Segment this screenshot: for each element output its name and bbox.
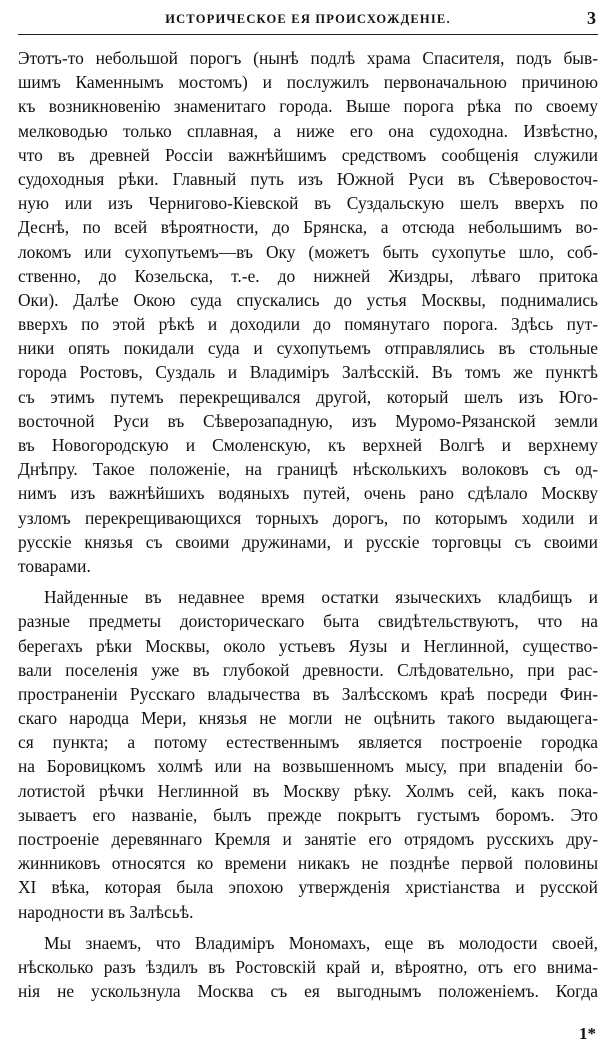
text-line: вали поселенія уже въ глубокой древности. Слѣдовательно, при рас- <box>18 659 598 680</box>
text-line: на Боровицкомъ холмѣ или на возвышенномъ мысу, при впаденіи бо- <box>18 756 598 777</box>
text-line: жинниковъ относятся ко времени никакъ не позднѣе первой половины <box>18 853 598 874</box>
text-line: шимъ Каменнымъ мостомъ) и послужилъ первоначальною причиною <box>18 72 598 93</box>
text-line: товарами. <box>18 555 91 576</box>
text-line: мелководью только сплавная, а ниже его она судоходна. Извѣстно, <box>18 120 598 141</box>
text-line: Оки). Далѣе Окою суда спускались до устья Москвы, поднимались <box>18 289 598 310</box>
running-head <box>18 6 598 35</box>
signature-mark: 1* <box>579 1024 596 1043</box>
page-number: 3 <box>587 8 596 28</box>
text-line: восточной Руси въ Сѣверозападную, изъ Муромо-Рязанской земли <box>18 410 598 431</box>
paragraph-gap <box>18 924 598 931</box>
text-line: локомъ или сухопутьемъ—въ Оку (можетъ быть сухопутье шло, соб- <box>18 241 598 262</box>
text-line: ники опять покидали суда и сухопутьемъ отправлялись въ стольные <box>18 338 598 359</box>
text-line: ственно, до Козельска, т.-е. до нижней Жиздры, лѣваго притока <box>18 265 598 286</box>
text-line: пространеніи Русскаго владычества въ Залѣсскомъ краѣ посреди Фин- <box>18 683 598 704</box>
text-line: XI вѣка, которая была эпохою утвержденія христіанства и русской <box>18 877 598 898</box>
text-line: скаго народца Мери, князья не могли не оцѣнить такого выдающега- <box>18 708 598 729</box>
text-line: узломъ перекрещивающихся торныхъ дорогъ, по которымъ ходили и <box>18 507 598 528</box>
text-line: лотистой рѣчки Неглинной въ Москву рѣку. Холмъ сей, какъ пока- <box>18 780 598 801</box>
text-line: нимъ изъ важнѣйшихъ водяныхъ путей, очень рано сдѣлало Москву <box>18 483 598 504</box>
paragraph-1 <box>18 46 598 578</box>
text-line: ную или изъ Черниговo-Кіевской въ Суздальскую шелъ вверхъ по <box>18 193 598 214</box>
running-title: ИСТОРИЧЕСКОЕ ЕЯ ПРОИСХОЖДЕНІЕ. <box>165 12 451 26</box>
text-line: судоходныя рѣки. Главный путь изъ Южной Руси въ Сѣверовосточ- <box>18 168 598 189</box>
paragraph-gap <box>18 578 598 585</box>
text-line: народности въ Залѣсьѣ. <box>18 901 194 922</box>
text-line: ся пункта; а потому естественнымъ является построеніе городка <box>18 732 598 753</box>
text-line: берегахъ рѣки Москвы, около устьевъ Яузы и Неглинной, существо- <box>18 635 598 656</box>
text-line: съ этимъ путемъ перекрещивался другой, который шелъ изъ Юго- <box>18 386 598 407</box>
text-line: въ Новогородскую и Смоленскую, къ верхней Волгѣ и верхнему <box>18 435 598 455</box>
text-line: русскіе князья съ своими дружинами, и русскіе торговцы съ своими <box>18 531 598 552</box>
text-line: къ возникновенію знаменитаго города. Выше порога рѣка по своему <box>18 96 598 117</box>
body-text <box>18 46 598 1003</box>
text-line: города Ростовъ, Суздаль и Владиміръ Залѣсскій. Въ томъ же пунктѣ <box>18 362 598 383</box>
text-line: Мы знаемъ, что Владиміръ Мономахъ, еще въ молодости своей, <box>44 932 598 953</box>
text-line: Деснѣ, по всей вѣроятности, до Брянска, а отсюда небольшимъ во- <box>18 217 598 238</box>
text-line: Днѣпру. Такое положеніе, на границѣ нѣсколькихъ волоковъ съ од- <box>18 459 598 480</box>
text-line: что въ древней Россіи важнѣйшимъ средствомъ сообщенія служили <box>18 144 598 165</box>
paragraph-3 <box>18 931 598 1004</box>
text-line: построеніе деревяннаго Кремля и занятіе его отрядомъ русскихъ дру- <box>18 829 598 849</box>
text-line: Найденные въ недавнее время остатки языческихъ кладбищъ и <box>44 587 598 608</box>
text-line: вверхъ по этой рѣкѣ и доходили до помянутаго порога. Здѣсь пут- <box>18 314 598 335</box>
text-line: зываетъ его названіе, былъ прежде покрытъ густымъ боромъ. Это <box>18 804 598 825</box>
text-line: нѣсколько разъ ѣздилъ въ Ростовскій край и, вѣроятно, отъ его внима- <box>18 956 598 977</box>
text-line: нія не ускользнула Москва съ ея выгоднымъ положеніемъ. Когда <box>18 981 598 1002</box>
paragraph-2 <box>18 585 598 924</box>
text-line: разные предметы доисторическаго быта свидѣтельствуютъ, что на <box>18 611 598 632</box>
book-page <box>18 6 598 1046</box>
text-line: Этотъ-то небольшой порогъ (нынѣ подлѣ храма Спасителя, подъ быв- <box>18 48 598 68</box>
